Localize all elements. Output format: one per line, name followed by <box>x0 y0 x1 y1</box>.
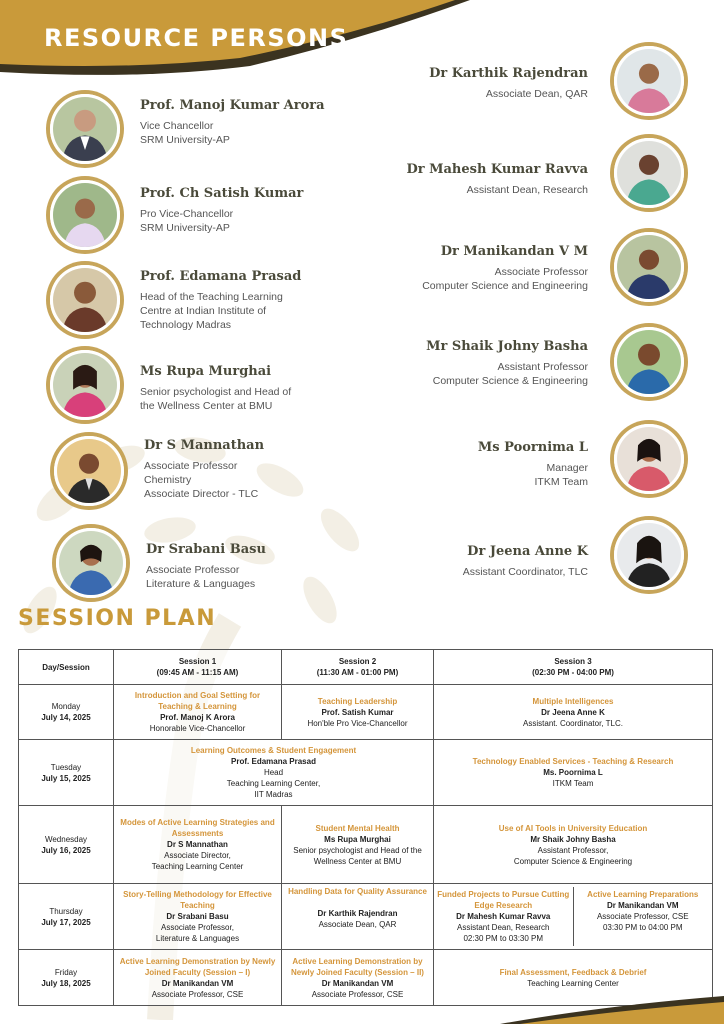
table-row <box>19 806 713 884</box>
session-cell <box>114 740 434 806</box>
session-role: Associate Professor, CSE <box>596 912 689 921</box>
session-role: Teaching Learning Center <box>151 862 244 871</box>
person-role: Associate Dean, QAR <box>485 88 588 100</box>
session-speaker: Dr Srabani Basu <box>166 912 229 921</box>
person-department: Literature & Languages <box>146 578 256 590</box>
avatar <box>614 520 684 590</box>
session-title: Technology Enabled Services - Teaching & Research <box>472 757 674 766</box>
session-cell <box>282 806 434 884</box>
avatar <box>50 265 120 335</box>
session-speaker: Dr Manikandan VM <box>606 901 679 910</box>
person-role: Associate Professor <box>144 460 238 472</box>
person-card <box>264 46 684 122</box>
session-time: 03:30 PM to 04:00 PM <box>602 923 683 932</box>
person-role: Assistant Coordinator, TLC <box>462 566 588 578</box>
session-role: Assistant Professor, <box>537 845 609 855</box>
person-department: Computer Science & Engineering <box>432 375 588 387</box>
avatar <box>56 528 126 598</box>
avatar <box>54 436 124 506</box>
day-date: July 17, 2025 <box>41 917 91 927</box>
person-name: Dr Karthik Rajendran <box>429 66 588 81</box>
person-card <box>264 424 684 500</box>
person-role: Head of the Teaching Learning <box>140 291 283 303</box>
person-role: Centre at Indian Institute of <box>140 305 267 317</box>
header-label: Session 2 <box>338 657 377 666</box>
table-row <box>19 685 713 740</box>
session-role: Senior psychologist and Head of the Wellness Center at BMU <box>293 845 422 866</box>
session-title: Learning Outcomes & Student Engagement <box>190 746 357 755</box>
person-card <box>264 327 684 403</box>
session-title: Student Mental Health <box>315 823 400 833</box>
session-role: Teaching Learning Center <box>527 978 619 988</box>
session-cell <box>434 806 713 884</box>
person-card <box>264 232 684 308</box>
person-department: Chemistry <box>144 474 192 486</box>
session-role: ITKM Team <box>552 779 594 788</box>
session-role: Honorable Vice-Chancellor <box>149 724 246 733</box>
session-title: Funded Projects to Pursue Cutting Edge Research <box>437 890 570 910</box>
session-role: Computer Science & Engineering <box>513 856 633 866</box>
person-name: Prof. Ch Satish Kumar <box>140 186 304 201</box>
person-name: Dr Manikandan V M <box>440 244 588 259</box>
session-3a <box>434 887 573 946</box>
session-cell <box>114 806 282 884</box>
avatar <box>614 46 684 116</box>
session-speaker: Prof. Satish Kumar <box>321 707 394 717</box>
person-affiliation: SRM University-AP <box>140 222 230 234</box>
table-header-row <box>19 650 713 685</box>
session-role: Literature & Languages <box>155 934 240 943</box>
day-name: Thursday <box>49 906 83 916</box>
session-speaker: Ms. Poornima L <box>543 768 603 777</box>
avatar <box>614 424 684 494</box>
person-role: Associate Director - TLC <box>144 488 259 500</box>
person-name: Dr Jeena Anne K <box>467 544 588 559</box>
table-row <box>19 884 713 950</box>
person-name: Dr S Mannathan <box>144 438 265 453</box>
session-role: Associate Professor, CSE <box>311 989 404 999</box>
day-name: Wednesday <box>44 834 88 844</box>
session-title: Introduction and Goal Setting for Teaching & Learning <box>134 691 261 711</box>
header-label: Session 1 <box>178 657 217 666</box>
session-plan-table <box>18 649 713 1006</box>
person-name: Prof. Manoj Kumar Arora <box>140 98 325 113</box>
session-speaker: Dr Mahesh Kumar Ravva <box>456 912 551 921</box>
session-speaker: Dr Manikandan VM <box>161 978 234 988</box>
session-title: Active Learning Demonstration by Newly Joined Faculty (Session – II) <box>291 956 424 977</box>
day-date: July 14, 2025 <box>41 713 91 722</box>
day-cell <box>19 884 114 950</box>
person-department: ITKM Team <box>534 476 588 488</box>
session-cell <box>114 884 282 950</box>
person-role: Senior psychologist and Head of <box>140 386 292 398</box>
session-cell <box>114 685 282 740</box>
session-title: Active Learning Demonstration by Newly Joined Faculty (Session – I) <box>119 956 276 977</box>
header-time: (09:45 AM - 11:15 AM) <box>156 668 239 677</box>
avatar <box>50 94 120 164</box>
session-role: Assistant. Coordinator, TLC. <box>523 718 623 728</box>
day-name: Tuesday <box>50 762 82 772</box>
avatar <box>614 232 684 302</box>
day-date: July 18, 2025 <box>41 978 91 988</box>
person-affiliation: Technology Madras <box>140 319 232 331</box>
session-role: Associate Professor, <box>161 923 234 932</box>
session-time: 02:30 PM to 03:30 PM <box>463 934 544 943</box>
session-speaker: Dr Jeena Anne K <box>541 707 605 717</box>
header-label: Session 3 <box>554 657 592 666</box>
day-name: Friday <box>54 967 78 977</box>
session-role: Associate Dean, QAR <box>318 920 397 929</box>
session-cell <box>434 884 713 950</box>
session-title: Teaching Leadership <box>317 696 398 706</box>
session-role: Assistant Dean, Research <box>457 923 550 932</box>
session-title: Multiple Intelligences <box>532 696 614 706</box>
session-role: Teaching Learning Center, <box>226 779 321 788</box>
session-role: Hon'ble Pro Vice-Chancellor <box>307 718 408 728</box>
spacer <box>285 897 430 908</box>
day-date: July 15, 2025 <box>41 773 91 783</box>
session-role: Head <box>263 768 284 777</box>
session-title: Final Assessment, Feedback & Debrief <box>499 967 647 977</box>
session-speaker: Dr S Mannathan <box>167 840 228 849</box>
avatar <box>50 180 120 250</box>
session-title: Active Learning Preparations <box>587 890 699 899</box>
avatar <box>614 327 684 397</box>
person-name: Prof. Edamana Prasad <box>140 269 302 284</box>
header-session-1 <box>114 650 282 685</box>
person-name: Dr Srabani Basu <box>146 542 266 557</box>
session-speaker: Prof. Manoj K Arora <box>160 713 235 722</box>
person-name: Ms Rupa Murghai <box>140 364 272 379</box>
header-session-3 <box>434 650 713 685</box>
session-3b <box>573 887 713 946</box>
header-time: (11:30 AM - 01:00 PM) <box>316 668 399 677</box>
session-speaker: Ms Rupa Murghai <box>324 834 391 844</box>
person-card <box>264 520 684 596</box>
session-cell <box>282 884 434 950</box>
session-speaker: Prof. Edamana Prasad <box>231 757 316 766</box>
person-affiliation: SRM University-AP <box>140 134 230 146</box>
day-date: July 16, 2025 <box>41 845 91 855</box>
person-role: Associate Professor <box>146 564 240 576</box>
session-cell <box>282 685 434 740</box>
header-day: Day/Session <box>19 650 114 685</box>
person-name: Dr Mahesh Kumar Ravva <box>406 162 588 177</box>
person-role: Pro Vice-Chancellor <box>140 208 234 220</box>
session-title: Modes of Active Learning Strategies and Assessments <box>120 818 275 838</box>
session-role: IIT Madras <box>254 790 293 799</box>
session-title: Use of AI Tools in University Education <box>498 823 648 833</box>
session-plan-title: SESSION PLAN <box>18 606 217 631</box>
person-role: the Wellness Center at BMU <box>140 400 273 412</box>
split-session-cell <box>434 887 712 946</box>
person-name: Ms Poornima L <box>477 440 588 455</box>
session-title: Story-Telling Methodology for Effective Teaching <box>123 890 272 910</box>
person-role: Assistant Professor <box>497 361 588 373</box>
table-row <box>19 740 713 806</box>
session-role: Associate Professor, CSE <box>151 989 244 999</box>
session-role: Associate Director, <box>164 851 231 860</box>
session-cell <box>434 685 713 740</box>
day-name: Monday <box>51 702 81 711</box>
person-role: Manager <box>546 462 588 474</box>
person-role: Vice Chancellor <box>140 120 214 132</box>
person-name: Mr Shaik Johny Basha <box>426 339 588 354</box>
person-role: Assistant Dean, Research <box>466 184 588 196</box>
day-cell <box>19 740 114 806</box>
person-department: Computer Science and Engineering <box>422 280 588 292</box>
avatar <box>50 350 120 420</box>
day-cell <box>19 685 114 740</box>
header-session-2 <box>282 650 434 685</box>
session-speaker: Dr Karthik Rajendran <box>317 909 398 918</box>
person-role: Associate Professor <box>494 266 588 278</box>
avatar <box>614 138 684 208</box>
session-speaker: Mr Shaik Johny Basha <box>530 834 616 844</box>
header-time: (02:30 PM - 04:00 PM) <box>532 668 614 677</box>
footer-band <box>0 990 724 1024</box>
session-cell <box>434 740 713 806</box>
session-title: Handling Data for Quality Assurance <box>288 887 427 896</box>
session-speaker: Dr Manikandan VM <box>321 978 394 988</box>
day-cell <box>19 806 114 884</box>
page-title: RESOURCE PERSONS <box>44 24 349 52</box>
person-card <box>264 138 684 214</box>
